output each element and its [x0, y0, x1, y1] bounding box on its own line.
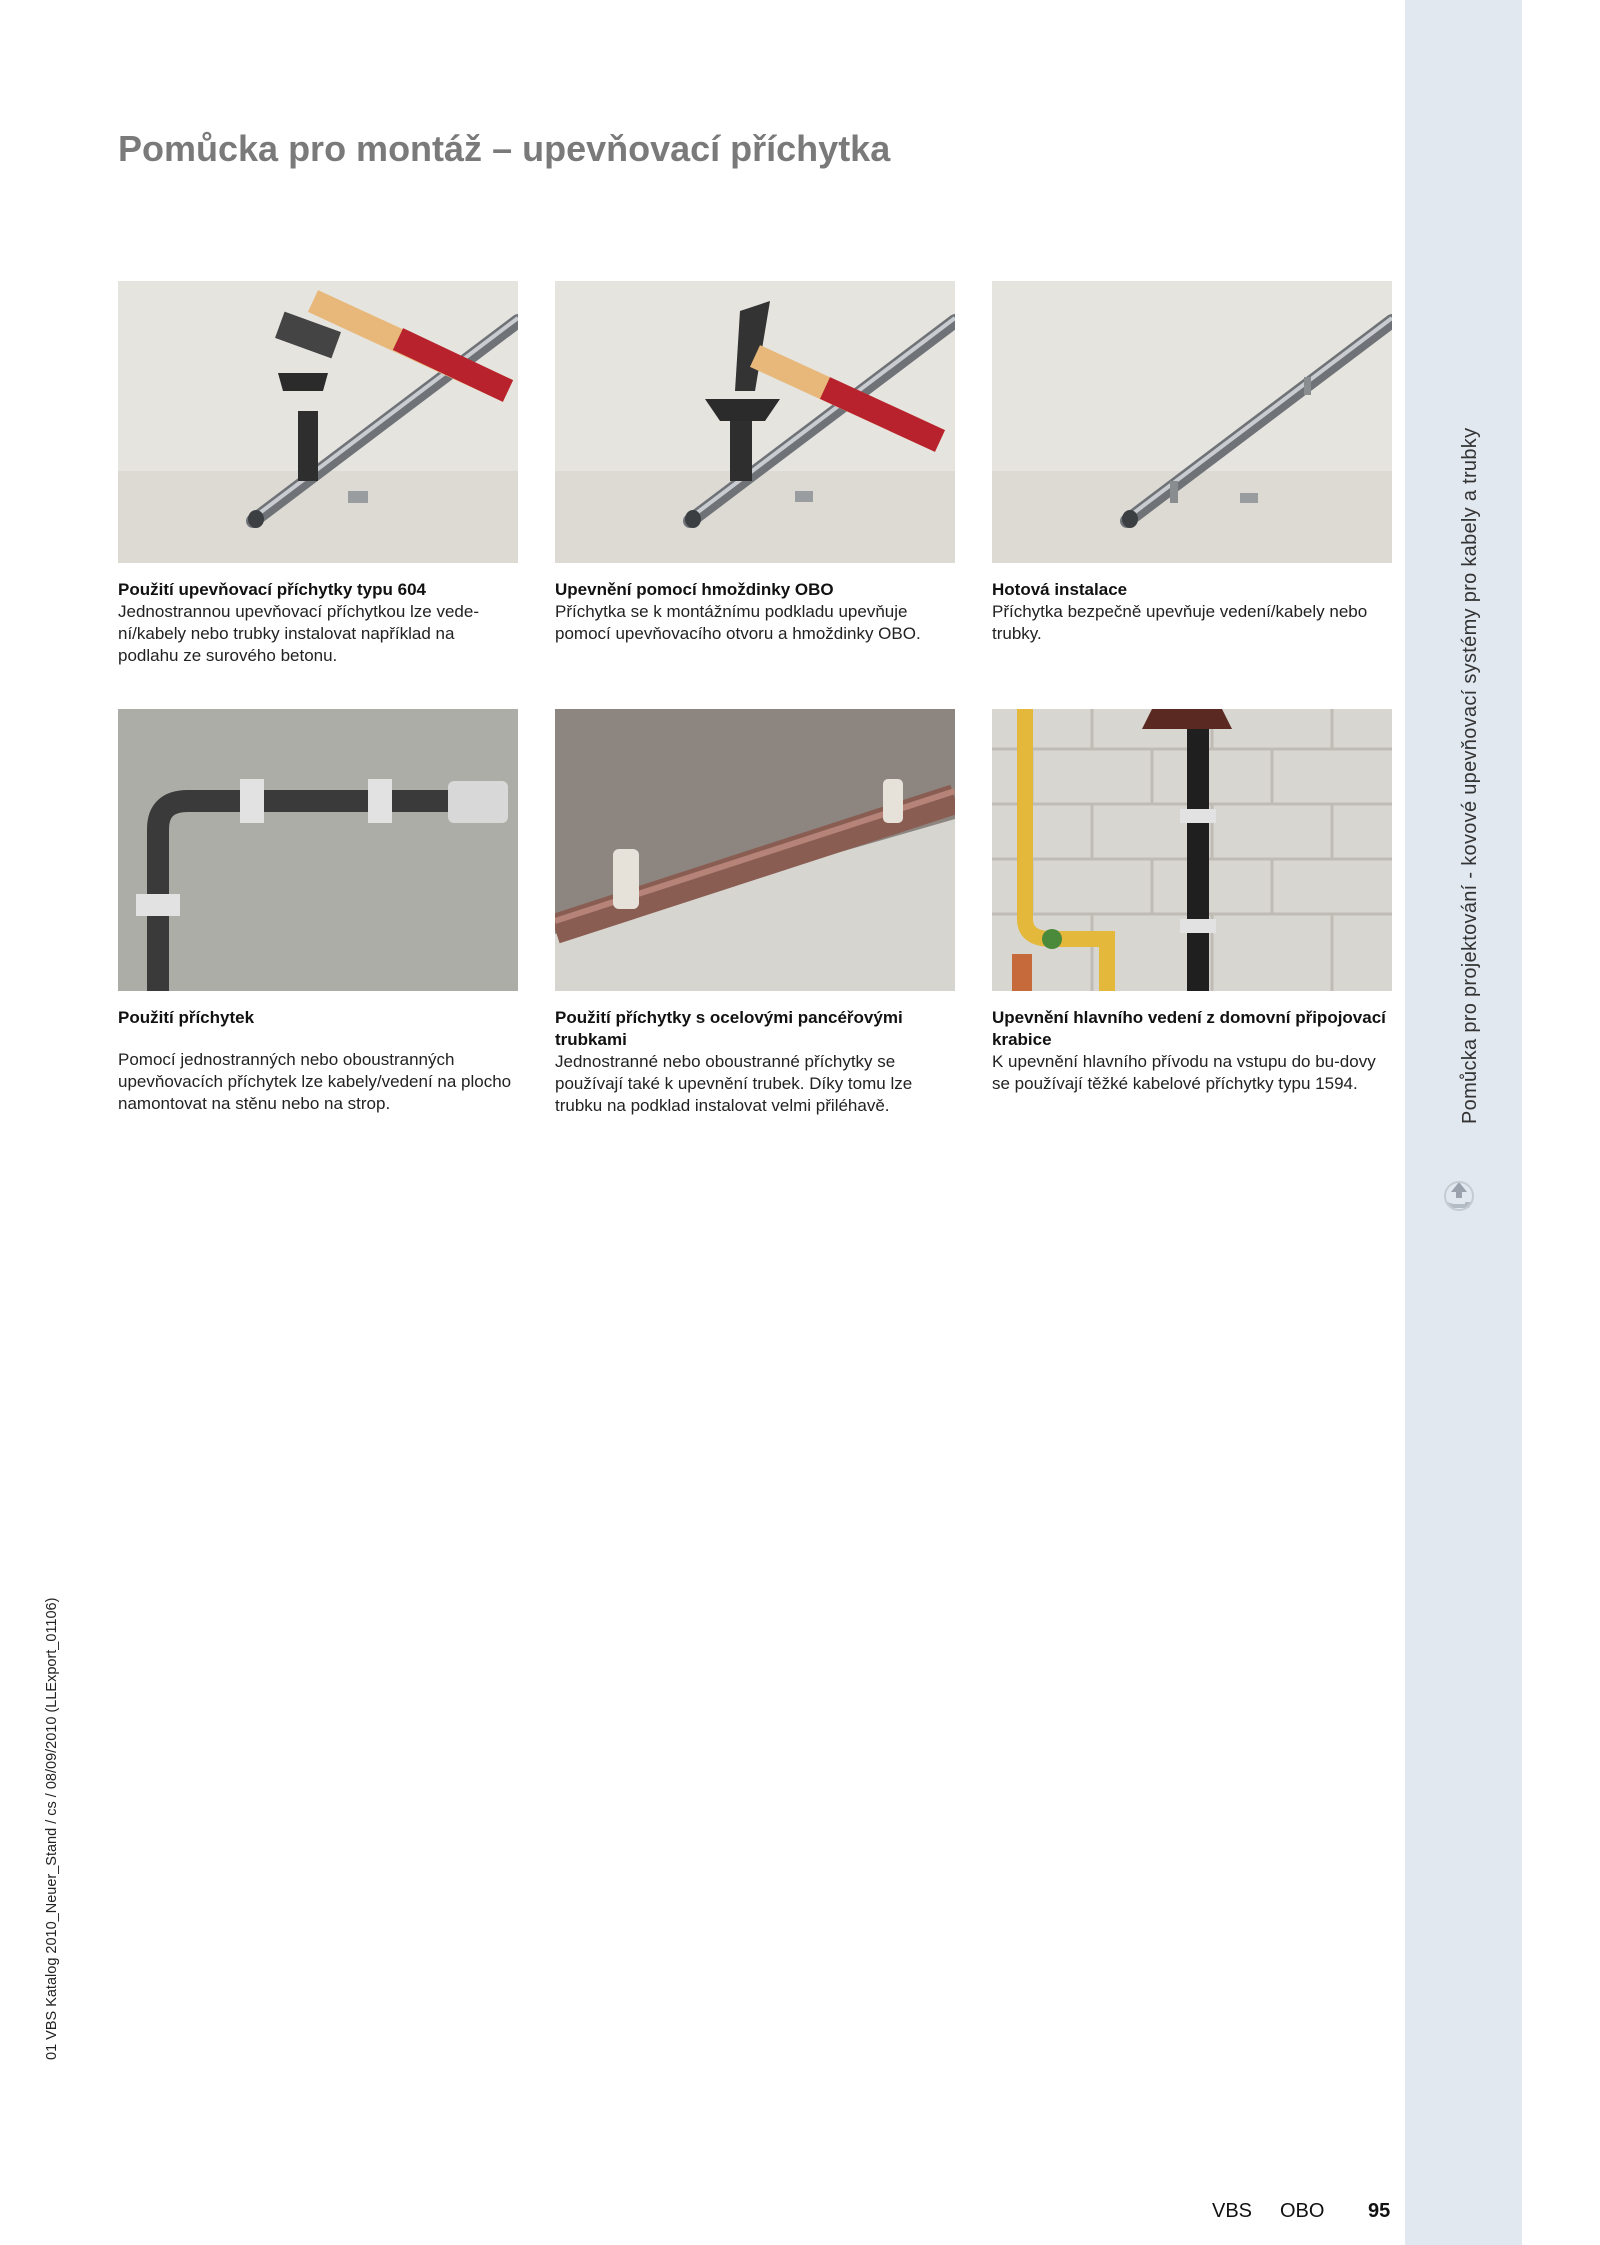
recycle-logo-icon: [1441, 1178, 1477, 1214]
card-title: Použití příchytky s ocelovými pancéřovými trubkami: [555, 1008, 903, 1049]
card-clips-usage: [118, 709, 518, 1115]
finished-installation-photo: [992, 281, 1392, 563]
card-steel-conduit: [555, 709, 955, 1117]
card-text: Jednostranné nebo oboustranné příchytky se používají také k upevnění trubek. Díky tomu lze trubku na podklad instalovat velmi přiléhavě.: [555, 1052, 913, 1115]
card-text: K upevnění hlavního přívodu na vstupu do bu-dovy se používají těžké kabelové příchytky typu 1594.: [992, 1052, 1376, 1093]
card-dowel: [555, 281, 955, 645]
hammer-dowel-photo: [555, 281, 955, 563]
card-title: Upevnění pomocí hmoždinky OBO: [555, 580, 834, 599]
card-main-line: [992, 709, 1392, 1095]
card-finished: [992, 281, 1392, 645]
main-line-junction-photo: [992, 709, 1392, 991]
card-text: Pomocí jednostranných nebo oboustranných upevňovacích příchytek lze kabely/vedení na plocho namontovat na stěnu nebo na strop.: [118, 1050, 512, 1113]
card-clip-604: [118, 281, 518, 667]
hammer-clip-floor-photo: [118, 281, 518, 563]
card-title: Použití upevňovací příchytky typu 604: [118, 580, 426, 599]
steel-conduit-photo: [555, 709, 955, 991]
page-number: 95: [1368, 2200, 1391, 2222]
print-metadata-note: 01 VBS Katalog 2010_Neuer_Stand / cs / 08/09/2010 (LLExport_01106): [44, 1597, 60, 2060]
card-title: Použití příchytek: [118, 1008, 255, 1027]
card-text: Jednostrannou upevňovací příchytkou lze vede-ní/kabely nebo trubky instalovat například na podlahu ze surového betonu.: [118, 602, 480, 665]
page-title: Pomůcka pro montáž – upevňovací příchytka: [118, 128, 891, 169]
card-title: Hotová instalace: [992, 580, 1128, 599]
card-text: Příchytka bezpečně upevňuje vedení/kabely nebo trubky.: [992, 602, 1368, 643]
cable-wall-clips-photo: [118, 709, 518, 991]
card-text: Příchytka se k montážnímu podkladu upevňuje pomocí upevňovacího otvoru a hmoždinky OBO.: [555, 602, 921, 643]
card-title: Upevnění hlavního vedení z domovní připojovací krabice: [992, 1008, 1386, 1049]
footer-section: VBS: [1212, 2200, 1253, 2222]
footer-brand: OBO: [1280, 2200, 1325, 2222]
sidebar-section-text: Pomůcka pro projektování - kovové upevňovací systémy pro kabely a trubky: [1459, 427, 1481, 1124]
